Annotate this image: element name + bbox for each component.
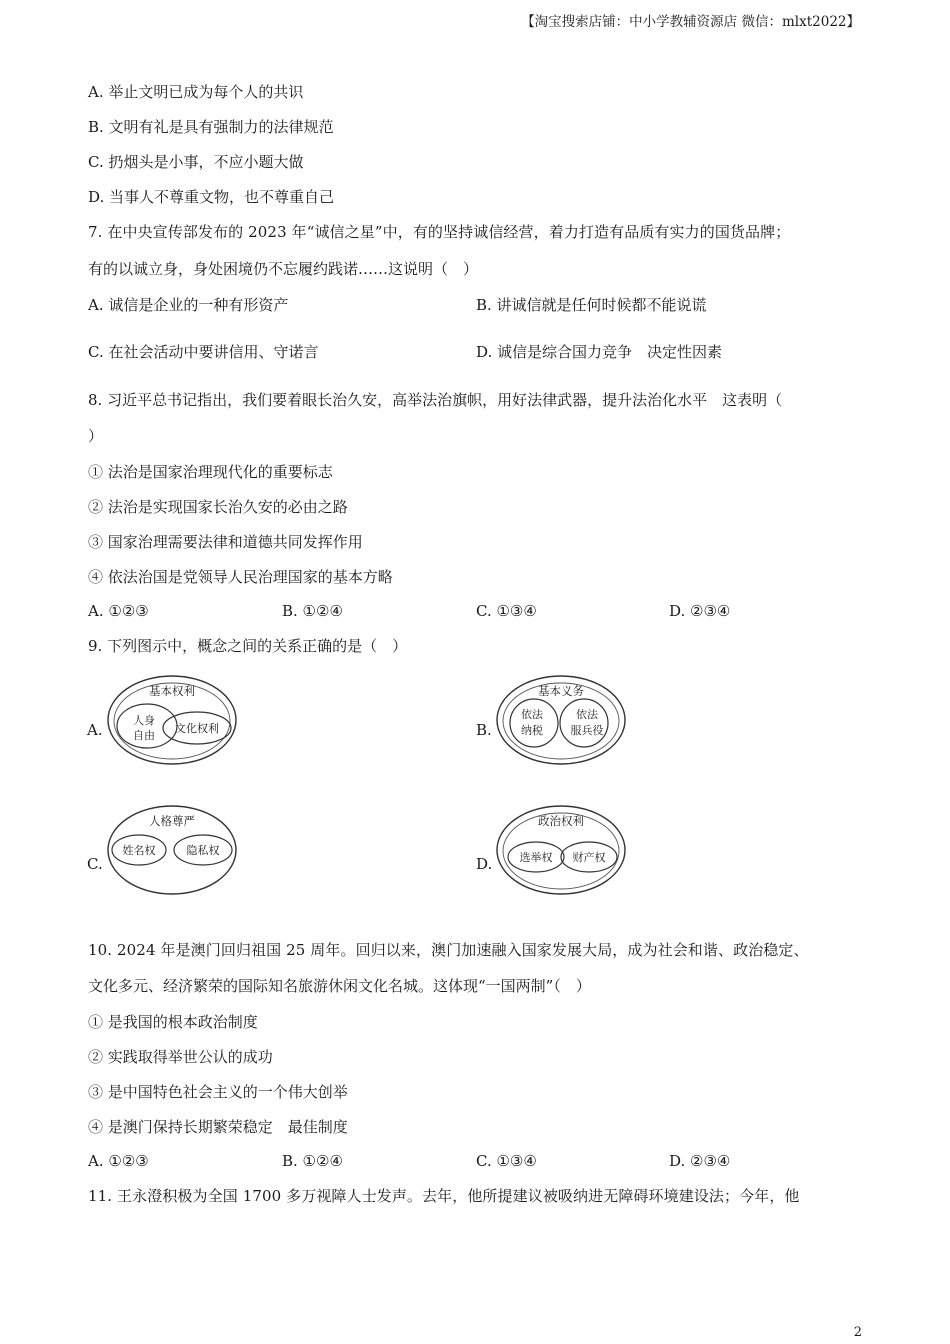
q10-option-a: A. ①②③ — [88, 1152, 149, 1170]
diagram-a-circle1-line1: 人身 — [133, 714, 155, 727]
q10-item-4: ④ 是澳门保持长期繁荣稳定 最佳制度 — [88, 1118, 348, 1136]
q7-option-a: A. 诚信是企业的一种有形资产 — [88, 296, 289, 314]
q9-label-d: D. — [476, 855, 493, 873]
q8-option-a: A. ①②③ — [88, 602, 149, 620]
diagram-b-outer-label: 基本义务 — [538, 684, 584, 698]
diagram-c-circle1-label: 姓名权 — [122, 844, 156, 857]
q7-option-c: C. 在社会活动中要讲信用、守诺言 — [88, 343, 319, 361]
diagram-d-outer-label: 政治权利 — [538, 814, 584, 828]
q8-item-2: ② 法治是实现国家长治久安的必由之路 — [88, 498, 348, 516]
q10-item-1: ① 是我国的根本政治制度 — [88, 1013, 258, 1031]
diagram-b-circle2-line1: 依法 — [576, 708, 598, 721]
diagram-b-circle-1 — [510, 699, 558, 747]
diagram-d-circle1-label: 选举权 — [519, 851, 553, 864]
q8-stem-line1: 8. 习近平总书记指出，我们要着眼长治久安，高举法治旗帜，用好法律武器，提升法治化水平 这表明（ — [88, 391, 783, 409]
q9-label-c: C. — [87, 855, 103, 873]
q8-item-4: ④ 依法治国是党领导人民治理国家的基本方略 — [88, 568, 393, 586]
q6-option-b: B. 文明有礼是具有强制力的法律规范 — [88, 118, 334, 136]
page-number: 2 — [853, 1325, 862, 1340]
q9-diagram-a — [105, 673, 240, 769]
q10-item-3: ③ 是中国特色社会主义的一个伟大创举 — [88, 1083, 348, 1101]
q7-option-d: D. 诚信是综合国力竞争 决定性因素 — [476, 343, 723, 361]
diagram-c-outer-label: 人格尊严 — [149, 814, 195, 828]
q8-item-3: ③ 国家治理需要法律和道德共同发挥作用 — [88, 533, 363, 551]
q8-option-b: B. ①②④ — [282, 602, 343, 620]
q10-stem-line2: 文化多元、经济繁荣的国际知名旅游休闲文化名城。这体现“一国两制”（ ） — [88, 977, 591, 995]
q7-option-b: B. 讲诚信就是任何时候都不能说谎 — [476, 296, 707, 314]
q9-diagram-c — [105, 803, 240, 899]
page-header: 【淘宝搜索店铺：中小学教辅资源店 微信：mlxt2022】 — [521, 14, 860, 30]
q9-label-a: A. — [87, 721, 103, 739]
q10-item-2: ② 实践取得举世公认的成功 — [88, 1048, 273, 1066]
q8-stem-line2: ） — [88, 427, 104, 445]
diagram-b-circle1-line1: 依法 — [521, 708, 543, 721]
diagram-d-circle2-label: 财产权 — [572, 851, 606, 864]
q10-option-c: C. ①③④ — [476, 1152, 537, 1170]
q9-diagram-b — [494, 673, 629, 769]
q8-option-d: D. ②③④ — [669, 602, 731, 620]
q11-stem-line1: 11. 王永澄积极为全国 1700 多万视障人士发声。去年，他所提建议被吸纳进无障碍环境建设法；今年，他 — [88, 1187, 800, 1205]
diagram-a-circle1-line2: 自由 — [133, 729, 155, 742]
q10-option-d: D. ②③④ — [669, 1152, 731, 1170]
diagram-a-outer-label: 基本权利 — [149, 684, 195, 698]
q9-label-b: B. — [476, 721, 492, 739]
q10-stem-line1: 10. 2024 年是澳门回归祖国 25 周年。回归以来，澳门加速融入国家发展大局，成为社会和谐、政治稳定、 — [88, 941, 809, 959]
q8-item-1: ① 法治是国家治理现代化的重要标志 — [88, 463, 333, 481]
diagram-a-circle2-label: 文化权利 — [175, 722, 219, 735]
q7-stem-line1: 7. 在中央宣传部发布的 2023 年“诚信之星”中，有的坚持诚信经营，着力打造有品质有实力的国货品牌； — [88, 223, 791, 241]
q9-stem: 9. 下列图示中，概念之间的关系正确的是（ ） — [88, 637, 408, 655]
diagram-b-circle2-line2: 服兵役 — [570, 724, 604, 737]
diagram-b-circle1-line2: 纳税 — [521, 724, 543, 737]
q9-diagram-d — [494, 803, 629, 899]
diagram-c-circle2-label: 隐私权 — [186, 844, 220, 857]
q6-option-a: A. 举止文明已成为每个人的共识 — [88, 83, 304, 101]
q6-option-c: C. 扔烟头是小事，不应小题大做 — [88, 153, 304, 171]
q7-stem-line2: 有的以诚立身，身处困境仍不忘履约践诺……这说明（ ） — [88, 260, 479, 278]
q10-option-b: B. ①②④ — [282, 1152, 343, 1170]
diagram-b-circle-2 — [560, 699, 608, 747]
q6-option-d: D. 当事人不尊重文物，也不尊重自己 — [88, 188, 335, 206]
q8-option-c: C. ①③④ — [476, 602, 537, 620]
